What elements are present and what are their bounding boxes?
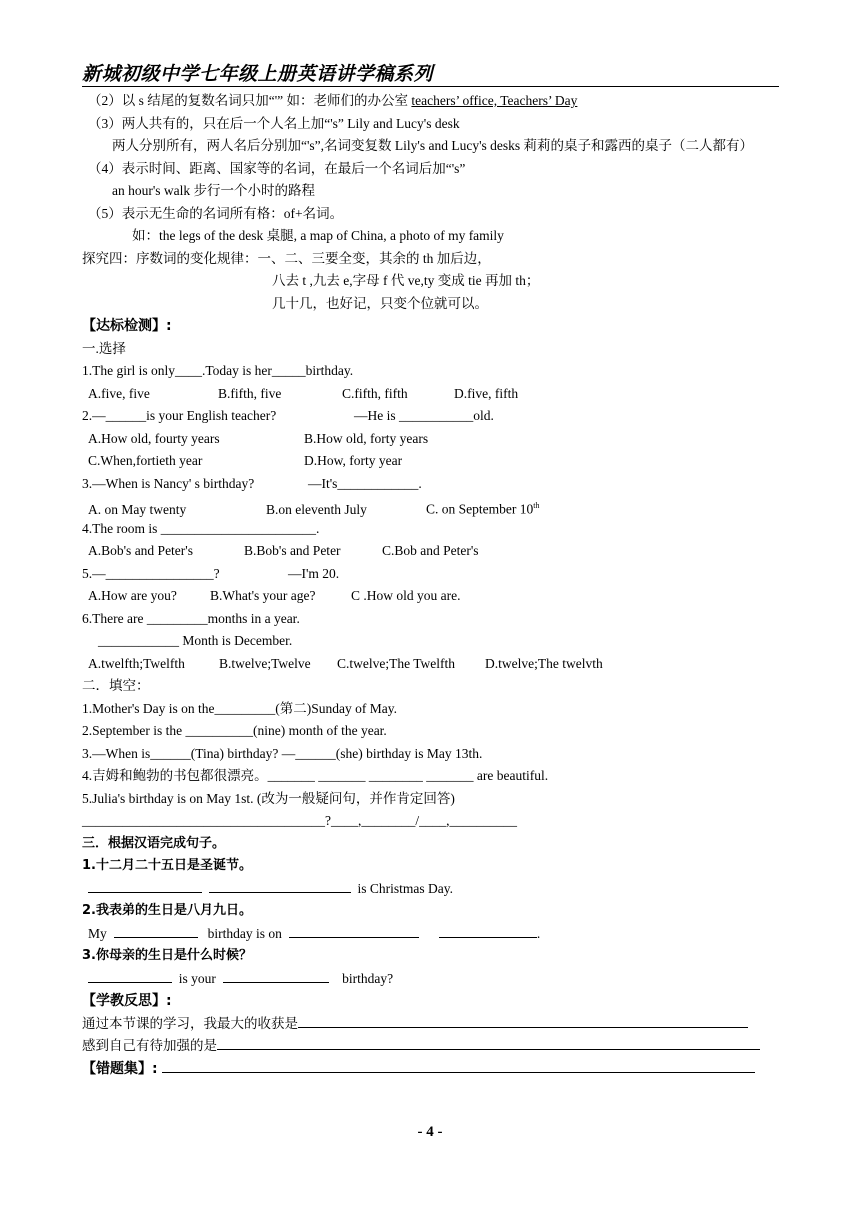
option-c: C. on September 10 (426, 501, 534, 517)
option-a: A. on May twenty (88, 501, 187, 517)
question-5 (82, 563, 779, 586)
question-2-options-row2 (82, 450, 779, 473)
reflection-prompt-2: 感到自己有待加强的是 (82, 1038, 217, 1053)
superscript-th: th (533, 501, 540, 510)
grammar-line-10: 几十几，也好记，只变个位就可以。 (272, 295, 488, 311)
option-a: A.five, five (88, 385, 150, 401)
translate-3-end: birthday? (342, 970, 394, 986)
question-3-options (82, 495, 779, 518)
answer-line (217, 1035, 760, 1050)
question-1-options (82, 383, 779, 406)
grammar-line-5: an hour's walk 步行一个小时的路程 (112, 183, 316, 198)
document-page (82, 62, 779, 1080)
errors-heading: 【错题集】: (82, 1060, 158, 1077)
fill-4: 4.吉姆和鲍勃的书包都很漂亮。_______ _______ ________ _______ are beautiful. (82, 768, 549, 783)
grammar-line-7: 如：the legs of the desk 桌腿, a map of China, a photo of my family (132, 228, 504, 243)
option-a: A.Bob's and Peter's (88, 543, 193, 558)
question-6: 6.There are _________months in a year. (82, 610, 300, 626)
option-c: C.twelve;The Twelfth (337, 655, 456, 671)
answer-blank (439, 923, 537, 938)
section-heading-test: 【达标检测】: (82, 318, 172, 334)
grammar-line-2: （3）两人共有的，只在后一个人名上加“'s” Lily and Lucy's desk (88, 115, 460, 131)
fill-3: 3.—When is______(Tina) birthday? —______(she) birthday is May 13th. (82, 745, 483, 761)
answer-blank (88, 968, 172, 983)
answer-blank (209, 878, 351, 893)
option-c: C.fifth, fifth (342, 385, 408, 401)
option-d: D.twelve;The twelvth (485, 655, 603, 671)
question-5-b: —I'm 20. (288, 565, 340, 581)
reflection-prompt-1: 通过本节课的学习，我最大的收获是 (82, 1015, 298, 1031)
part2-title: 二．填空： (82, 678, 150, 693)
question-6-options (82, 653, 779, 676)
option-d: D.How, forty year (304, 453, 403, 468)
question-5-a: 5.—________________? (82, 565, 220, 581)
option-c: C.When,fortieth year (88, 453, 203, 468)
question-2-b: —He is ___________old. (354, 408, 494, 423)
option-a: A.twelfth;Twelfth (88, 655, 185, 671)
option-c: C .How old you are. (351, 588, 461, 603)
fill-5: 5.Julia's birthday is on May 1st. (改为一般疑问句，并作肯定回答) (82, 790, 455, 806)
option-b: B.on eleventh July (266, 501, 367, 517)
question-3-b: —It's____________. (308, 475, 422, 491)
translate-2-my: My (88, 925, 107, 941)
option-b: B.What's your age? (210, 588, 316, 603)
section-heading-reflection: 【学教反思】: (82, 993, 172, 1009)
grammar-line-9: 八去 t ,九去 e,字母 f 代 ve,ty 变成 tie 再加 th； (272, 273, 540, 288)
fill-5-answer: ____________________________________?____,________/____,__________ (82, 813, 517, 828)
translate-1-tail: is Christmas Day. (357, 880, 453, 896)
question-1: 1.The girl is only____.Today is her_____birthday. (82, 363, 354, 378)
question-6-b: ____________ Month is December. (98, 633, 293, 648)
question-2 (82, 405, 779, 428)
question-3 (82, 473, 779, 496)
grammar-line-1 (82, 90, 779, 113)
grammar-line-3: 两人分别所有，两人名后分别加“'s”,名词变复数 Lily's and Lucy's desks 莉莉的桌子和露西的桌子（二人都有） (112, 138, 754, 153)
answer-blank (223, 968, 329, 983)
part1-title: 一.选择 (82, 340, 126, 356)
option-b: B.How old, forty years (304, 430, 429, 446)
grammar-text: （2）以 s 结尾的复数名词只加“'” 如：老师们的办公室 (88, 93, 412, 108)
translate-3: 3.你母亲的生日是什么时候？ (82, 948, 252, 963)
option-b: B.twelve;Twelve (219, 655, 311, 671)
answer-blank (114, 923, 198, 938)
option-b: B.Bob's and Peter (244, 543, 341, 558)
answer-line (162, 1058, 755, 1073)
question-3-a: 3.—When is Nancy' s birthday? (82, 475, 255, 491)
grammar-line-8: 探究四：序数词的变化规律：一、二、三要全变，其余的 th 加后边， (82, 250, 491, 266)
translate-1-answer (82, 878, 779, 901)
page-header: 新城初级中学七年级上册英语讲学稿系列 (82, 62, 779, 87)
part3-title: 三．根据汉语完成句子。 (82, 835, 226, 851)
option-d: D.five, fifth (454, 385, 519, 401)
question-4-options (82, 540, 779, 563)
question-2-a: 2.—______is your English teacher? (82, 408, 277, 423)
option-a: A.How are you? (88, 588, 177, 603)
page-number: - 4 - (417, 1124, 443, 1140)
reflection-line-1 (82, 1013, 779, 1036)
translate-1: 1.十二月二十五日是圣诞节。 (82, 858, 252, 873)
reflection-line-2 (82, 1035, 779, 1058)
translate-3-answer (82, 968, 779, 991)
translate-2-mid: birthday is on (207, 925, 282, 941)
answer-blank (289, 923, 419, 938)
fill-1: 1.Mother's Day is on the_________(第二)Sunday of May. (82, 700, 398, 716)
option-c: C.Bob and Peter's (382, 543, 479, 558)
fill-2: 2.September is the __________(nine) month of the year. (82, 723, 387, 738)
option-a: A.How old, fourty years (88, 430, 220, 446)
question-2-options-row1 (82, 428, 779, 451)
question-4: 4.The room is _______________________. (82, 520, 320, 536)
answer-blank (88, 878, 202, 893)
translate-2: 2.我表弟的生日是八月九日。 (82, 903, 252, 918)
underlined-example: teachers’ office, Teachers’ Day (411, 93, 578, 108)
question-5-options (82, 585, 779, 608)
translate-2-answer: My birthday is on . (82, 923, 779, 946)
grammar-line-4: （4）表示时间、距离、国家等的名词，在最后一个名词后加“'s” (88, 160, 466, 176)
translate-3-mid: is your (178, 970, 216, 986)
answer-line (298, 1013, 748, 1028)
grammar-line-6: （5）表示无生命的名词所有格：of+名词。 (88, 205, 344, 221)
option-b: B.fifth, five (218, 385, 282, 401)
section-heading-errors (82, 1058, 779, 1081)
